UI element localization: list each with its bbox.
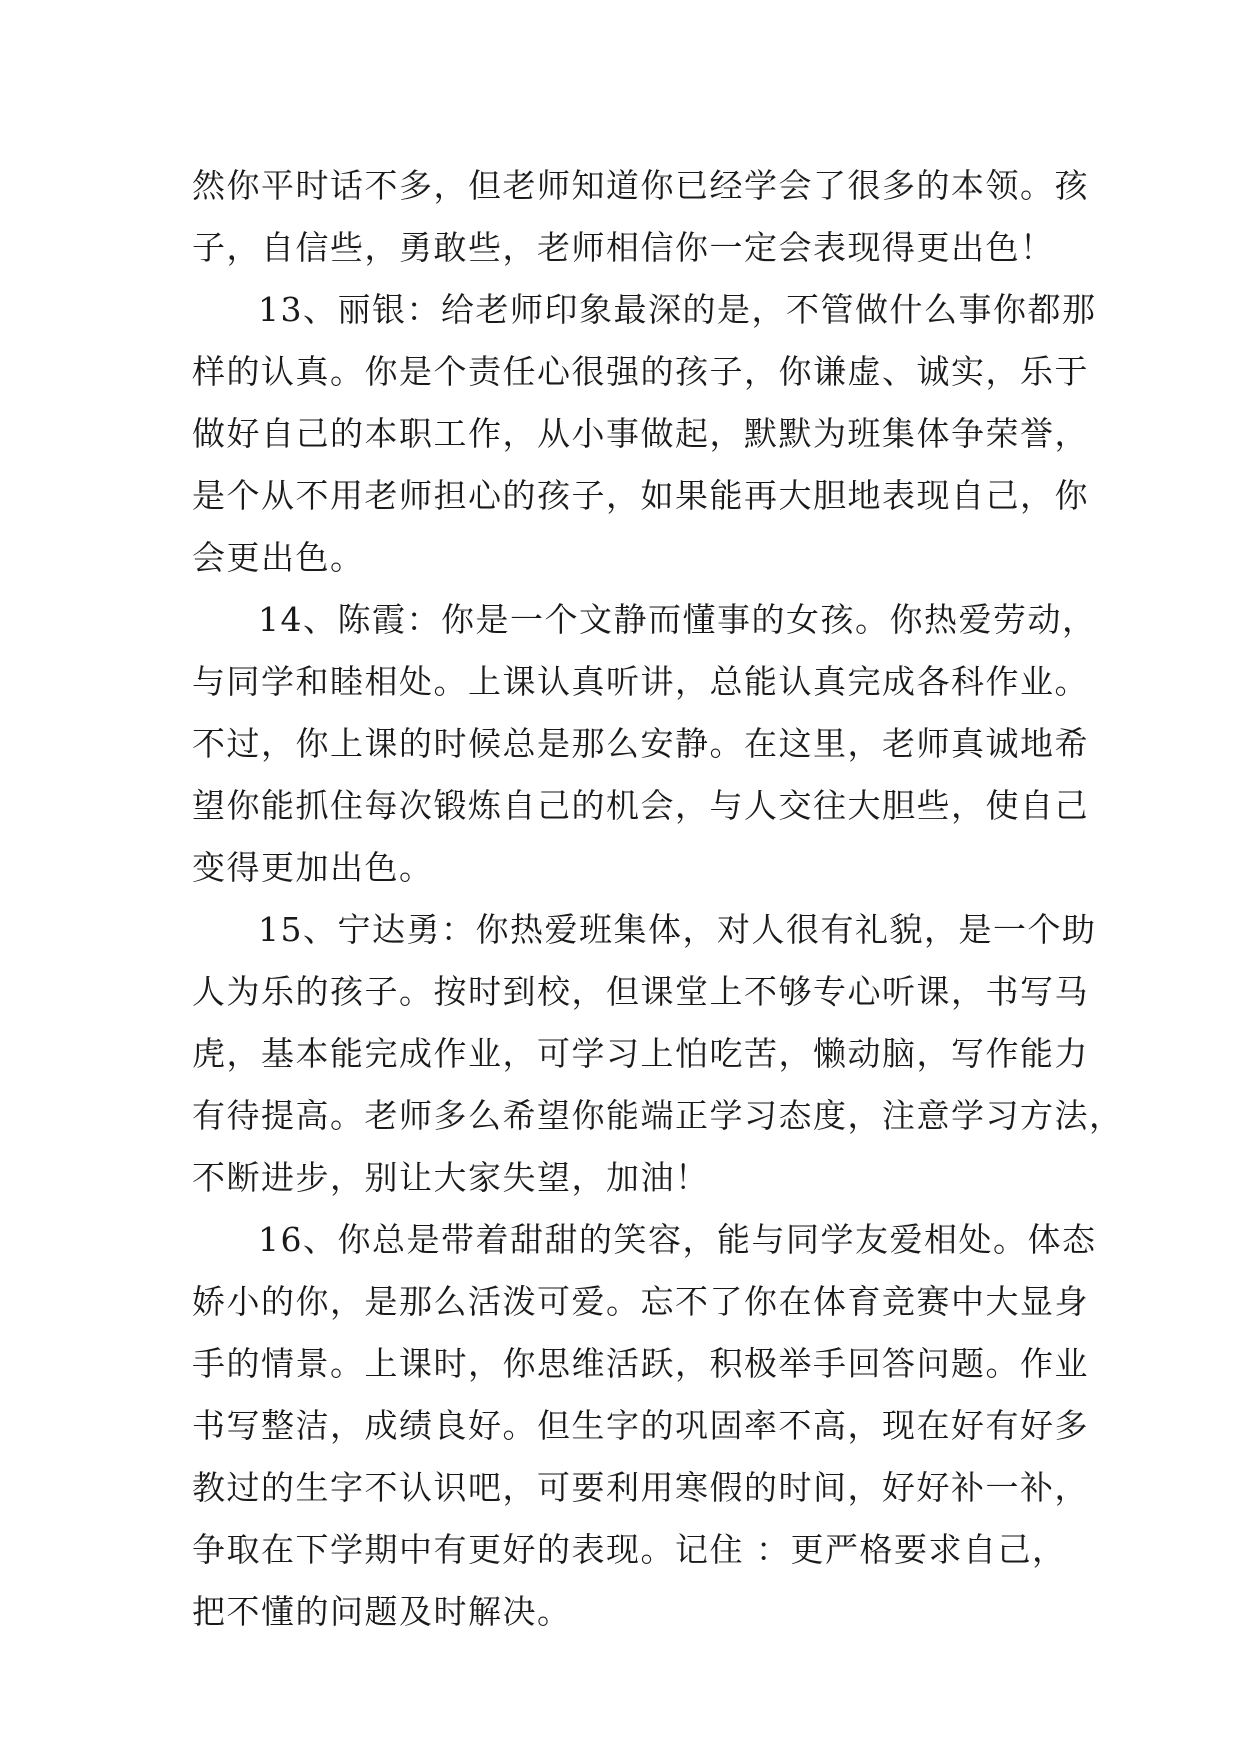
paragraph-continuation [192, 155, 1089, 279]
text-line: 14、陈霞：你是一个文静而懂事的女孩。你热爱劳动， [258, 600, 1097, 639]
text-line: 会更出色。 [192, 538, 365, 577]
paragraph-comment-16 [192, 1209, 1097, 1643]
text-line: 不过，你上课的时候总是那么安静。在这里，老师真诚地希 [192, 724, 1089, 763]
text-line: 把不懂的问题及时解决。 [192, 1592, 572, 1631]
paragraph-comment-14 [192, 589, 1097, 899]
text-line: 人为乐的孩子。按时到校，但课堂上不够专心听课，书写马 [192, 972, 1089, 1011]
document-body [192, 155, 1124, 1643]
text-line: 然你平时话不多，但老师知道你已经学会了很多的本领。孩 [192, 166, 1089, 205]
text-line: 娇小的你，是那么活泼可爱。忘不了你在体育竞赛中大显身 [192, 1282, 1089, 1321]
text-line: 15、宁达勇：你热爱班集体，对人很有礼貌，是一个助 [258, 910, 1097, 949]
text-line: 做好自己的本职工作，从小事做起，默默为班集体争荣誉， [192, 414, 1089, 453]
text-line: 不断进步，别让大家失望，加油！ [192, 1158, 710, 1197]
paragraph-comment-15 [192, 899, 1124, 1209]
text-line: 是个从不用老师担心的孩子，如果能再大胆地表现自己，你 [192, 476, 1089, 515]
text-line: 13、丽银：给老师印象最深的是，不管做什么事你都那 [258, 290, 1097, 329]
text-line: 有待提高。老师多么希望你能端正学习态度，注意学习方法， [192, 1096, 1124, 1135]
text-line: 虎，基本能完成作业，可学习上怕吃苦，懒动脑，写作能力 [192, 1034, 1089, 1073]
text-line: 与同学和睦相处。上课认真听讲，总能认真完成各科作业。 [192, 662, 1089, 701]
paragraph-comment-13 [192, 279, 1097, 589]
text-line: 书写整洁，成绩良好。但生字的巩固率不高，现在好有好多 [192, 1406, 1089, 1445]
text-line: 变得更加出色。 [192, 848, 434, 887]
text-line: 望你能抓住每次锻炼自己的机会，与人交往大胆些，使自己 [192, 786, 1089, 825]
text-line: 样的认真。你是个责任心很强的孩子，你谦虚、诚实，乐于 [192, 352, 1089, 391]
text-line: 16、你总是带着甜甜的笑容，能与同学友爱相处。体态 [258, 1220, 1097, 1259]
text-line: 手的情景。上课时，你思维活跃，积极举手回答问题。作业 [192, 1344, 1089, 1383]
text-line: 争取在下学期中有更好的表现。记住 ：更严格要求自己， [192, 1530, 1067, 1569]
text-line: 子，自信些，勇敢些，老师相信你一定会表现得更出色！ [192, 228, 1055, 267]
text-line: 教过的生字不认识吧，可要利用寒假的时间，好好补一补， [192, 1468, 1089, 1507]
